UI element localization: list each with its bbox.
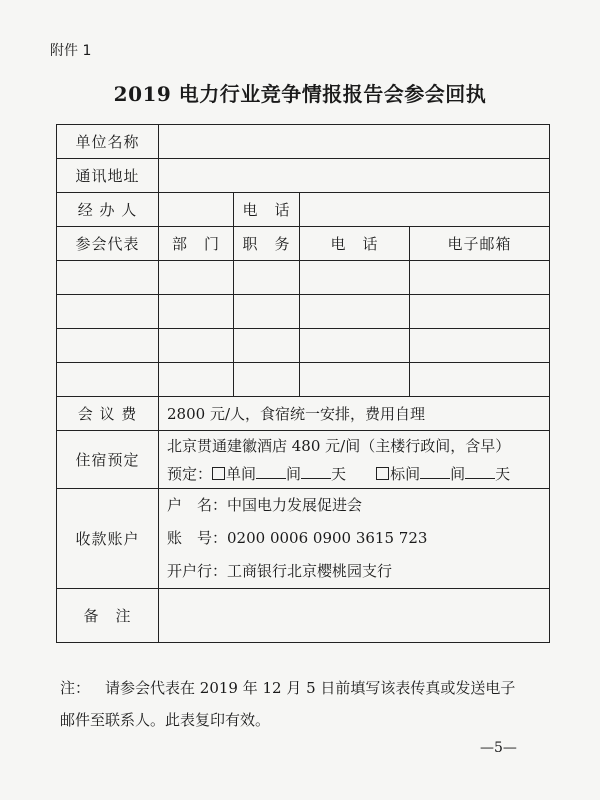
note-prefix: 注： — [60, 679, 91, 697]
handler-label: 经 办 人 — [57, 193, 159, 227]
position-cell[interactable] — [234, 363, 300, 397]
rep-row — [57, 295, 550, 329]
unit-field[interactable] — [159, 125, 550, 159]
email-cell[interactable] — [410, 363, 550, 397]
bank-label: 开户行： — [167, 562, 228, 580]
rep-cell[interactable] — [57, 261, 159, 295]
fee-label: 会 议 费 — [57, 397, 159, 431]
lodging-label: 住宿预定 — [57, 431, 159, 489]
account-no-line — [167, 522, 541, 555]
account-cell — [159, 489, 550, 589]
rep-cell[interactable] — [57, 329, 159, 363]
rep-row — [57, 261, 550, 295]
remark-label: 备 注 — [57, 589, 159, 643]
address-label: 通讯地址 — [57, 159, 159, 193]
registration-form — [56, 124, 550, 643]
account-name-line — [167, 489, 541, 522]
handler-field[interactable] — [159, 193, 234, 227]
rep-phone-header: 电 话 — [300, 227, 410, 261]
remark-row — [57, 589, 550, 643]
phone-cell[interactable] — [300, 295, 410, 329]
single-room-day-unit: 天 — [331, 464, 347, 483]
account-name: 中国电力发展促进会 — [227, 496, 363, 514]
position-cell[interactable] — [234, 261, 300, 295]
rep-cell[interactable] — [57, 295, 159, 329]
position-cell[interactable] — [234, 295, 300, 329]
page-title: 2019 电力行业竞争情报报告会参会回执 — [113, 82, 487, 106]
position-cell[interactable] — [234, 329, 300, 363]
dept-cell[interactable] — [159, 261, 234, 295]
account-name-label: 户 名： — [167, 496, 228, 514]
note-line-1 — [60, 672, 555, 704]
standard-room-label: 标间 — [390, 464, 421, 483]
email-header: 电子邮箱 — [410, 227, 550, 261]
standard-room-unit: 间 — [450, 464, 466, 483]
dept-cell[interactable] — [159, 329, 234, 363]
booking-line — [167, 460, 541, 488]
unit-label: 单位名称 — [57, 125, 159, 159]
phone-cell[interactable] — [300, 363, 410, 397]
phone-cell[interactable] — [300, 261, 410, 295]
single-room-count-field[interactable] — [256, 464, 286, 479]
attachment-label: 附件 1 — [50, 43, 92, 59]
rep-row — [57, 329, 550, 363]
dept-cell[interactable] — [159, 295, 234, 329]
position-header: 职 务 — [234, 227, 300, 261]
lodging-row — [57, 431, 550, 489]
standard-room-checkbox[interactable] — [376, 467, 389, 480]
account-no-label: 账 号： — [167, 529, 228, 547]
remark-field[interactable] — [159, 589, 550, 643]
address-field[interactable] — [159, 159, 550, 193]
rep-row — [57, 363, 550, 397]
fee-text: 2800 元/人，食宿统一安排，费用自理 — [159, 397, 550, 431]
dept-cell[interactable] — [159, 363, 234, 397]
account-row — [57, 489, 550, 589]
address-row — [57, 159, 550, 193]
email-cell[interactable] — [410, 261, 550, 295]
page-number: —5— — [480, 740, 517, 756]
phone-cell[interactable] — [300, 329, 410, 363]
rep-header-row — [57, 227, 550, 261]
fee-row — [57, 397, 550, 431]
rep-cell[interactable] — [57, 363, 159, 397]
lodging-hotel: 北京贯通建徽酒店 480 元/间（主楼行政间，含早） — [167, 436, 511, 455]
handler-row — [57, 193, 550, 227]
single-room-label: 单间 — [226, 464, 257, 483]
note — [60, 672, 555, 736]
email-cell[interactable] — [410, 295, 550, 329]
lodging-cell — [159, 431, 550, 489]
standard-room-day-unit: 天 — [495, 464, 511, 483]
dept-header: 部 门 — [159, 227, 234, 261]
booking-prefix: 预定： — [167, 464, 213, 483]
handler-phone-label: 电 话 — [234, 193, 300, 227]
standard-room-days-field[interactable] — [465, 464, 495, 479]
account-label: 收款账户 — [57, 489, 159, 589]
single-room-checkbox[interactable] — [212, 467, 225, 480]
handler-phone-field[interactable] — [300, 193, 550, 227]
note-text-1: 请参会代表在 2019 年 12 月 5 日前填写该表传真或发送电子 — [105, 679, 516, 697]
account-no: 0200 0006 0900 3615 723 — [227, 529, 428, 547]
single-room-days-field[interactable] — [301, 464, 331, 479]
email-cell[interactable] — [410, 329, 550, 363]
unit-row — [57, 125, 550, 159]
bank-name: 工商银行北京樱桃园支行 — [227, 562, 393, 580]
bank-line — [167, 555, 541, 588]
standard-room-count-field[interactable] — [420, 464, 450, 479]
single-room-unit: 间 — [286, 464, 302, 483]
note-text-2: 邮件至联系人。此表复印有效。 — [60, 711, 271, 729]
rep-label: 参会代表 — [57, 227, 159, 261]
